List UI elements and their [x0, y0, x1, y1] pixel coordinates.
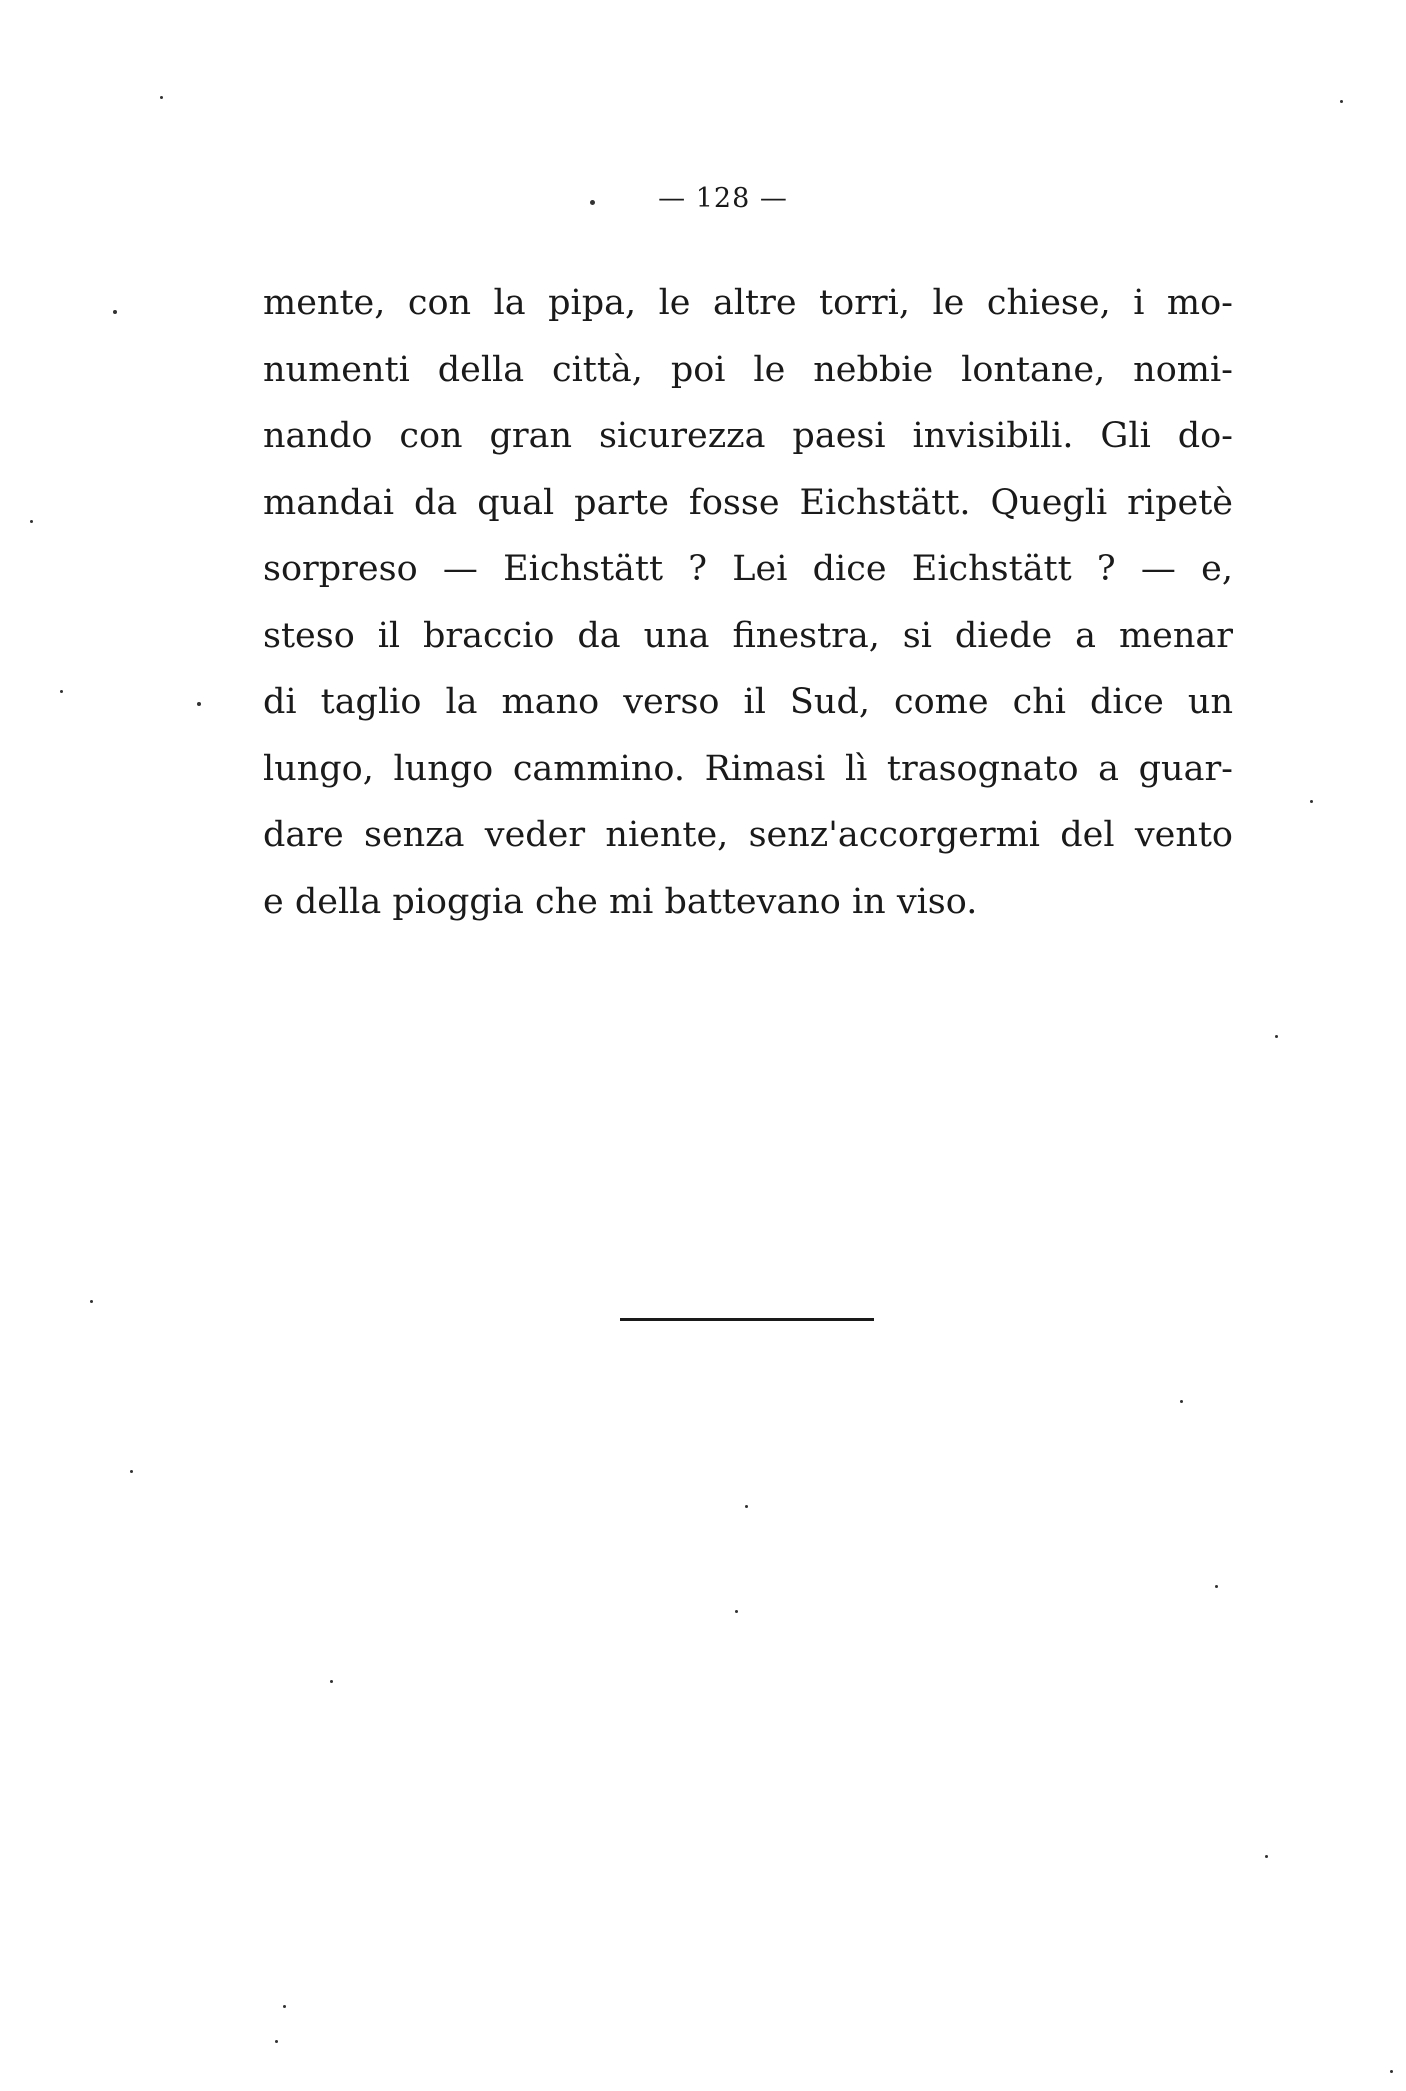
scan-speck: [113, 310, 117, 314]
scan-speck: [1340, 100, 1343, 103]
text-line-4: mandai da qual parte fosse Eichstätt. Quegli ripetè: [263, 482, 1233, 523]
scan-speck: [735, 1610, 738, 1613]
end-rule: [620, 1318, 874, 1321]
text-line-6: steso il braccio da una finestra, si diede a menar: [263, 615, 1233, 656]
scan-speck: [160, 96, 163, 99]
text-line-10: e della pioggia che mi battevano in viso.: [263, 881, 978, 922]
body-text: [263, 270, 1233, 935]
text-line-5: sorpreso — Eichstätt ? Lei dice Eichstätt ? — e,: [263, 549, 1233, 589]
text-line-8: lungo, lungo cammino. Rimasi lì trasognato a guar-: [263, 748, 1233, 789]
scan-speck: [30, 520, 33, 523]
text-line-9: dare senza veder niente, senz'accorgermi del vento: [263, 815, 1233, 855]
scan-speck: [590, 200, 595, 205]
scan-speck: [90, 1300, 93, 1303]
scan-speck: [60, 690, 63, 693]
text-line-7: di taglio la mano verso il Sud, come chi dice un: [263, 682, 1233, 722]
scan-speck: [1180, 1400, 1183, 1403]
scan-speck: [1275, 1035, 1278, 1038]
text-line-3: nando con gran sicurezza paesi invisibili. Gli do-: [263, 416, 1233, 456]
text-line-2: numenti della città, poi le nebbie lontane, nomi-: [263, 349, 1233, 390]
scan-speck: [745, 1505, 748, 1508]
scan-speck: [1265, 1855, 1268, 1858]
page-number: — 128 —: [658, 183, 788, 214]
scan-speck: [197, 702, 201, 706]
text-line-1: mente, con la pipa, le altre torri, le chiese, i mo-: [263, 283, 1233, 323]
scan-speck: [283, 2005, 286, 2008]
scan-speck: [1310, 800, 1313, 803]
scan-speck: [330, 1680, 333, 1683]
scan-speck: [1390, 2070, 1393, 2073]
scan-speck: [130, 1470, 133, 1473]
scan-speck: [275, 2040, 278, 2043]
scan-speck: [1215, 1585, 1218, 1588]
